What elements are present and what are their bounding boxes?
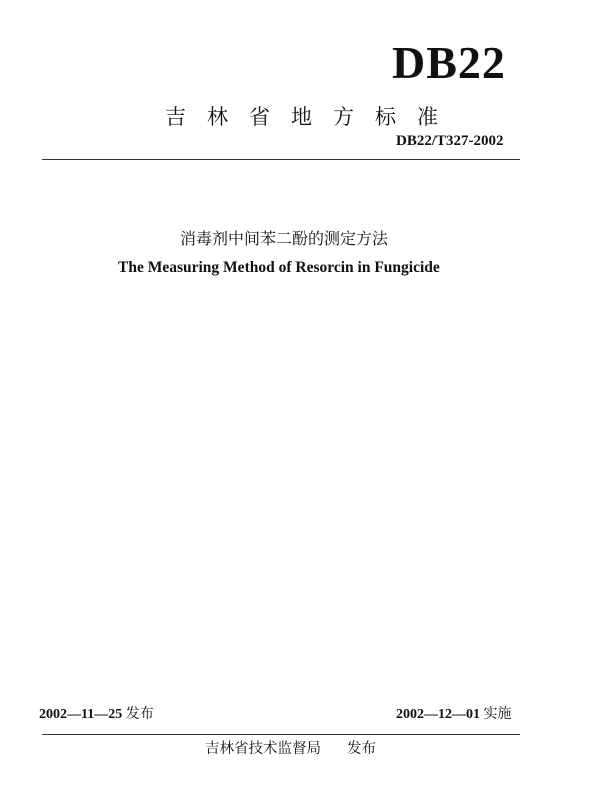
implement-label: 实施 xyxy=(483,706,512,722)
issue-date: 2002—11—25 xyxy=(39,707,123,722)
top-divider xyxy=(42,159,520,160)
implement-date-line xyxy=(396,707,512,722)
standard-code: DB22 xyxy=(392,37,506,88)
issuer-action: 发布 xyxy=(347,741,376,757)
issue-label: 发布 xyxy=(125,706,154,722)
document-title-english: The Measuring Method of Resorcin in Fungicide xyxy=(118,259,440,276)
issuer-name: 吉林省技术监督局 xyxy=(205,741,321,757)
province-standard-title: 吉林省地方标准 xyxy=(165,105,459,129)
standard-number: DB22/T327-2002 xyxy=(396,133,504,149)
issuer-line xyxy=(205,742,376,757)
document-title-chinese: 消毒剂中间苯二酚的测定方法 xyxy=(180,229,389,248)
implement-date: 2002—12—01 xyxy=(396,707,480,722)
issue-date-line xyxy=(39,707,154,722)
bottom-divider xyxy=(42,734,520,735)
